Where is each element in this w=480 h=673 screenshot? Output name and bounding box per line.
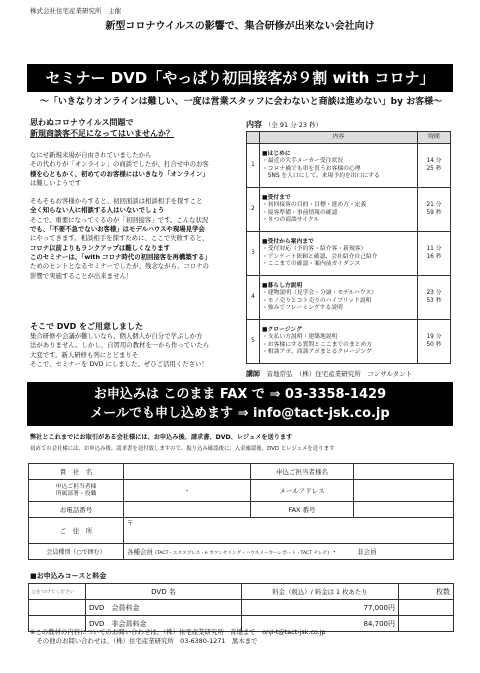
address-label: ご 住 所: [29, 518, 124, 544]
row-item: ・受付対応（予約客・紹介客・新規客）: [262, 246, 367, 253]
row-time: 11 分 16 秒: [418, 232, 451, 276]
text-line: 大変です。新人研修も列にとどまりそ: [30, 350, 139, 359]
member-field[interactable]: [124, 544, 454, 560]
note-existing: 弊社とこれまでにお取引がある会社様には、お申込み後、請求書、DVD、レジュメを送ります: [30, 434, 293, 441]
table-row: [29, 600, 454, 616]
member-detail: (TACT・エクスプレス・e カウンセリング・ハウスメーカーレポート・TACT テレビ): [155, 551, 329, 556]
seminar-title: セミナー DVD「やっぱり初回接客が９割 with コロナ」: [27, 64, 453, 92]
program-duration: （全 91 分 23 秒）: [264, 121, 323, 129]
row-time: 21 分 59 秒: [418, 188, 451, 232]
company-label: 貴 社 名: [29, 464, 124, 480]
text-line: コロナ以前よりもランクアップは難しくなります: [30, 243, 171, 252]
header-dvd-name: DVD 名: [86, 584, 242, 600]
dvd-name: DVD 非会員料金: [86, 616, 242, 632]
text-line: 全く知らない人に相談する人はいないでしょう: [30, 206, 165, 215]
text-line: その代わりが「オンライン」の商談でしたが、打合せ中のお客: [30, 160, 209, 169]
table-row: [247, 276, 451, 320]
address-field[interactable]: [124, 518, 454, 544]
table-row: [247, 320, 451, 364]
text-line: でも、「不要不急でないお客様」はモデルハウスや現場見学会: [30, 225, 205, 234]
text-line: 影響で実施することが出来ません！: [30, 271, 133, 280]
dvd-price: 84,700円: [242, 616, 399, 632]
seminar-subtitle: ～「いきなりオンラインは難しい、一度は営業スタッフに会わないと商談は進めない」by お客様～: [39, 97, 443, 107]
check-cell[interactable]: [29, 600, 86, 616]
note-new: 初めての会社様には、お申込み後、請求書を送付致しますので、振り込み確認後に、入金確認後、DVD とレジュメを送ります: [30, 446, 335, 452]
text-line: にやってきます。相談相手を探すために、ここで失敗すると、: [30, 234, 209, 243]
row-item: ・最近の大手メーカー受注状況: [262, 158, 344, 165]
text-line: なにせ新規来場が自由されていましたから: [30, 151, 152, 159]
email-line[interactable]: メールでも申し込めます ⇒ info@tact-jsk.co.jp: [90, 406, 390, 421]
row-item: ・支払い方説明・建築地説明: [262, 334, 338, 341]
text-line: は難しいようです: [30, 178, 82, 187]
form-row: [29, 480, 454, 502]
header-qty: 枚数: [399, 584, 454, 600]
row-time: 19 分 50 秒: [418, 320, 451, 364]
text-line: そこで、セミナーを DVD にしました。ぜひご活用ください！: [30, 359, 208, 368]
lead-line: 思わぬコロナウイルス問題で: [30, 118, 134, 127]
text-line: そこで、重要になってくるのが「初回接客」です。こんな状況: [30, 215, 209, 224]
program-heading: [246, 119, 322, 130]
dvd-price: 77,000円: [242, 600, 399, 616]
header-num: [247, 132, 260, 144]
apply-banner: [27, 382, 453, 426]
row-content: [260, 276, 418, 320]
qty-cell[interactable]: [399, 616, 454, 632]
header-content: 内容: [260, 132, 418, 144]
contact-field[interactable]: [354, 464, 454, 480]
row-title: ■暮らし方説明: [262, 282, 303, 289]
program-table: [246, 131, 451, 364]
row-number: 4: [247, 276, 260, 320]
row-item: ・初回接客の目的・目標・進め方・定義: [262, 202, 367, 209]
row-content: [260, 144, 418, 188]
dvd-name: DVD 会員料金: [86, 600, 242, 616]
organizer: 株式会社住宅産業研究所 主催: [30, 7, 121, 15]
row-item: ・お客様にする質問とここまでのまとめ方: [262, 341, 373, 348]
text-line: 様を心ともかく、初めてのお客様にはいきなり「オンライン」: [30, 169, 209, 178]
table-row: [247, 188, 451, 232]
phone-label: お電話番号: [29, 502, 124, 518]
email-label: メールアドレス: [251, 480, 354, 502]
lecturer-label: 講師: [246, 370, 260, 378]
row-item: ・８つの商談サイクル: [262, 216, 320, 223]
fax-line[interactable]: お申込みは このまま FAX で ⇒ 03-3358-1429: [93, 387, 387, 402]
company-field[interactable]: [124, 464, 251, 480]
lead-line: 新規商談客不足になってはいませんか？: [30, 129, 174, 138]
form-row: [29, 518, 454, 544]
row-content: [260, 188, 418, 232]
table-row: [247, 232, 451, 276]
check-hint: ○をつけてください: [29, 584, 86, 600]
row-content: [260, 320, 418, 364]
member-regular[interactable]: 各種会員: [127, 548, 153, 556]
text-line: 法がありません。しかし、自習用の教材を一から作っていたら: [30, 341, 210, 350]
postal-mark: 〒: [127, 519, 134, 527]
form-row: [29, 544, 454, 560]
row-number: 2: [247, 188, 260, 232]
row-number: 5: [247, 320, 260, 364]
form-row: [29, 464, 454, 480]
row-title: ■クロージング: [262, 326, 302, 333]
email-field[interactable]: [354, 480, 454, 502]
footer-line: その他のお問い合わせは、（株）住宅産業研究所 03-6380-1271 黒木まで: [30, 636, 258, 645]
member-non[interactable]: ・ 非会員: [331, 548, 377, 556]
row-title: ■受付まで: [262, 194, 291, 201]
text-line: そもそもお客様からすると、初回面談は相談相手を探すこと: [30, 197, 203, 206]
row-title: ■はじめに: [262, 150, 291, 157]
text-line: ためのヒントとなるセミナーでしたが、残念ながら、コロナの: [30, 262, 209, 271]
fax-field[interactable]: [354, 502, 454, 518]
person-label: 申込ご担当者様 所属部署・役職: [29, 480, 124, 502]
form-row: [29, 502, 454, 518]
row-time: 23 分 53 秒: [418, 276, 451, 320]
text-line: このセミナーは、「with コロナ時代の初回接客を再構築する」: [30, 252, 211, 261]
dvd-paragraph: [30, 322, 242, 369]
row-content: [260, 232, 418, 276]
text-line: [30, 188, 242, 197]
text-line: 集合研修や会議が難しいなら、個人個人が自分で学ぶしか方: [30, 332, 203, 340]
row-number: 1: [247, 144, 260, 188]
row-item: ・コロナ禍でも車を買うお客様の心理: [262, 165, 361, 172]
application-form: [28, 463, 454, 560]
footer: [30, 628, 326, 645]
lecturer-name: 音地常弘 （株）住宅産業研究所 コンサルタント: [266, 370, 413, 378]
lead-text: [30, 117, 242, 139]
qty-cell[interactable]: [399, 600, 454, 616]
table-row: [247, 144, 451, 188]
header-price: 料金（税込）/ 料金は 1 枚あたり: [242, 584, 399, 600]
lecturer: [246, 369, 412, 379]
row-item: ・モノ売りとコト売りのハイブリッド説明: [262, 297, 372, 304]
row-item: ・建物説明（見学会・分譲・モデルハウス）: [262, 290, 378, 297]
header-time: 時間: [418, 132, 451, 144]
row-item: ・ここまでの確認・案内前ガイダンス: [262, 260, 361, 267]
table-header: [29, 584, 454, 600]
fax-label: FAX 番号: [251, 502, 354, 518]
row-item: ・強みでフレーミングする説明: [262, 304, 343, 311]
row-item: ・相談アポ、商談アポまとるクロージング: [262, 348, 372, 355]
section-heading: そこで DVD をご用意しました: [30, 322, 144, 331]
phone-field[interactable]: [124, 502, 251, 518]
row-item: ・接客準備・事前情報の確認: [262, 209, 338, 216]
order-heading: ■お申込みコースと料金: [30, 572, 107, 580]
row-title: ■受付から案内まで: [262, 238, 314, 245]
row-item: SNS を人口にして、来場予約を出口にする: [262, 172, 380, 179]
program-label: 内容: [246, 120, 262, 129]
row-number: 3: [247, 232, 260, 276]
table-header: [247, 132, 451, 144]
order-table: [28, 583, 454, 632]
intro-paragraph: [30, 151, 242, 281]
row-time: 14 分 25 秒: [418, 144, 451, 188]
department-field[interactable]: ・: [124, 480, 251, 502]
page-subtitle: 新型コロナウイルスの影響で、集合研修が出来ない会社向け: [105, 21, 375, 32]
member-label: 会員種別（○で囲む）: [29, 544, 124, 560]
contact-label: 申込ご担当者様名: [251, 464, 354, 480]
footer-line: ※この教材の内容についてのお問い合わせは、（株）住宅産業研究所 音地まで onji-t@tact-jsk.co.jp: [30, 628, 326, 636]
row-item: ・アンケート依頼と確認、会社紹介自己紹介: [262, 253, 378, 260]
